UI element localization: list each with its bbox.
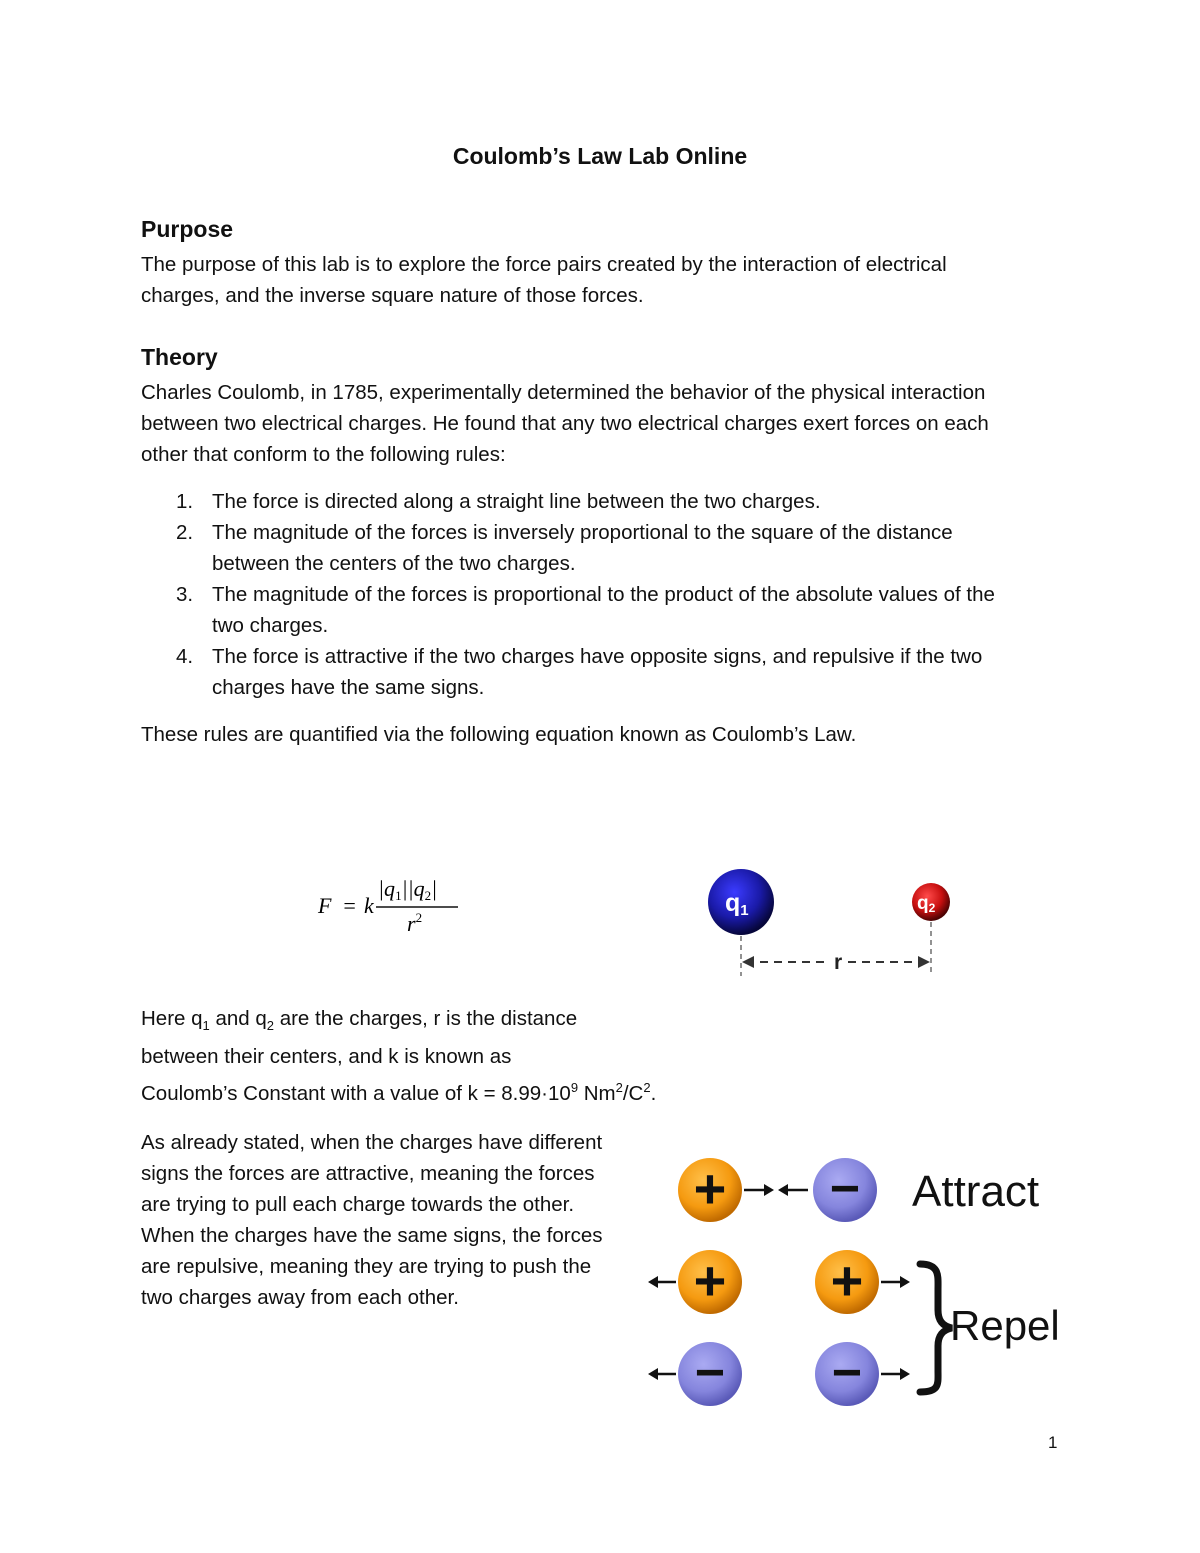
equation-numerator	[378, 876, 437, 903]
constants-explanation	[141, 1003, 701, 1109]
purpose-heading: Purpose	[141, 216, 234, 242]
theory-intro-line2: between two electrical charges. He found that any two electrical charges exert forces on each	[141, 412, 989, 435]
repel-brace-icon	[920, 1264, 952, 1392]
num-part-a: |q	[378, 876, 396, 901]
rule-item	[141, 579, 1061, 641]
expl-text: Nm	[578, 1081, 616, 1105]
rule-text: The force is attractive if the two charges have opposite signs, and repulsive if the two	[212, 645, 983, 668]
explanation-line3	[141, 1082, 656, 1105]
num-sub2: 2	[424, 888, 432, 903]
attract-label: Attract	[912, 1167, 1040, 1216]
q1-subscript: 1	[740, 902, 749, 919]
rule-text: The magnitude of the forces is inversely proportional to the square of the distance	[212, 521, 953, 544]
theory-intro-line1: Charles Coulomb, in 1785, experimentally determined the behavior of the physical interaction	[141, 381, 986, 404]
theory-heading: Theory	[141, 344, 218, 370]
theory-intro	[141, 377, 1061, 470]
r-label: r	[834, 951, 843, 974]
den-sup: 2	[415, 910, 423, 925]
explanation-line2: between their centers, and k is known as	[141, 1045, 512, 1069]
rule-number: 2.	[176, 521, 194, 544]
expl-sup-m2: 2	[615, 1080, 623, 1096]
purpose-text-line1: The purpose of this lab is to explore the force pairs created by the interaction of electrical	[141, 253, 947, 276]
rule-number: 3.	[176, 583, 194, 606]
repel-label: Repel	[950, 1302, 1060, 1349]
expl-text: Coulomb’s Constant with a value of k = 8.99·10	[141, 1081, 571, 1105]
rule-text: The force is directed along a straight line between the two charges.	[212, 490, 821, 513]
den-r: r	[407, 911, 416, 936]
rules-list	[141, 486, 1061, 703]
expl-sup-exp: 9	[570, 1080, 579, 1096]
expl-sub-q2: 2	[266, 1018, 274, 1034]
num-part-c: |	[431, 876, 438, 901]
num-sub1: 1	[395, 888, 402, 903]
repel-arrowhead-right	[900, 1276, 910, 1288]
repel-arrowhead-left	[648, 1368, 658, 1380]
minus-sign: −	[831, 1344, 863, 1402]
theory-intro-line3: other that conform to the following rules:	[141, 443, 506, 466]
page-number: 1	[1048, 1433, 1058, 1452]
rule-text-cont: charges have the same signs.	[212, 676, 485, 699]
signs-line: two charges away from each other.	[141, 1286, 459, 1309]
q2-letter: q	[917, 893, 929, 914]
r-arrowhead-left	[742, 956, 754, 968]
minus-sign: −	[829, 1160, 861, 1218]
expl-text: are the charges, r is the distance	[274, 1007, 578, 1030]
q2-subscript: 2	[928, 901, 936, 915]
rule-text: The magnitude of the forces is proportional to the product of the absolute values of the	[212, 583, 995, 606]
expl-text: and q	[209, 1007, 267, 1030]
charges-distance-diagram	[700, 860, 960, 985]
num-part-b: ||q	[401, 876, 425, 901]
signs-line: are repulsive, meaning they are trying to push the	[141, 1255, 592, 1278]
attract-arrowhead-right	[764, 1184, 774, 1196]
expl-sub-q1: 1	[202, 1018, 210, 1034]
repel-arrowhead-left	[648, 1276, 658, 1288]
attract-repel-diagram	[640, 1150, 1070, 1415]
rule-text-cont: two charges.	[212, 614, 329, 637]
rule-text-cont: between the centers of the two charges.	[212, 552, 576, 575]
signs-line: When the charges have the same signs, the forces	[141, 1224, 603, 1247]
plus-sign: +	[693, 1157, 727, 1220]
equation-k: k	[364, 893, 374, 918]
explanation-line1	[141, 1007, 578, 1034]
repel-arrowhead-right	[900, 1368, 910, 1380]
coulomb-equation	[310, 866, 480, 942]
signs-line: signs the forces are attractive, meaning the forces	[141, 1162, 595, 1185]
expl-sup-c2: 2	[643, 1080, 651, 1096]
q1-letter: q	[725, 889, 741, 917]
expl-text: .	[650, 1081, 657, 1105]
rule-item	[141, 517, 1061, 579]
equation-equals: =	[342, 893, 357, 918]
rule-number: 4.	[176, 645, 194, 668]
rule-number: 1.	[176, 490, 194, 513]
attract-arrowhead-left	[778, 1184, 788, 1196]
rule-item	[141, 486, 1061, 517]
document-title: Coulomb’s Law Lab Online	[452, 143, 748, 169]
minus-sign: −	[694, 1344, 726, 1402]
signs-line: As already stated, when the charges have different	[141, 1131, 603, 1154]
plus-sign: +	[830, 1249, 864, 1312]
r-arrowhead-right	[918, 956, 930, 968]
rule-item	[141, 641, 1061, 703]
equation-denominator	[407, 910, 422, 936]
equation-F: F	[318, 893, 332, 918]
expl-text: /C	[622, 1081, 644, 1105]
quantified-text: These rules are quantified via the following equation known as Coulomb’s Law.	[141, 723, 857, 746]
signs-line: are trying to pull each charge towards the other.	[141, 1193, 575, 1216]
purpose-text	[141, 249, 1061, 311]
plus-sign: +	[693, 1249, 727, 1312]
signs-explanation	[141, 1127, 641, 1313]
expl-text: Here q	[141, 1007, 203, 1030]
purpose-text-line2: charges, and the inverse square nature of those forces.	[141, 284, 644, 307]
